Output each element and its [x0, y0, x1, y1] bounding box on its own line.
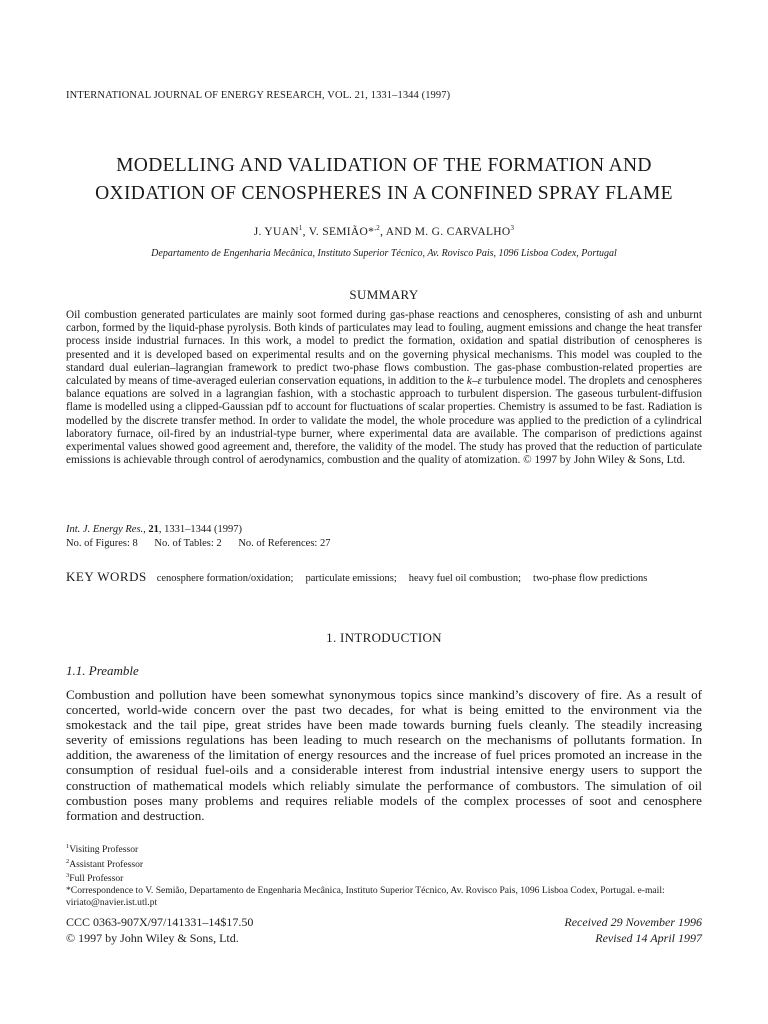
received-date: Received 29 November 1996	[564, 915, 702, 929]
footnote-2	[66, 856, 702, 871]
journal-abbrev: Int. J. Energy Res.	[66, 524, 144, 535]
summary-heading: SUMMARY	[349, 287, 419, 302]
abstract-text-end: turbulence model. The droplets and cenospheres balance equations are solved in a lagrangian fashion, with a stochastic approach to turbulent dispersion. The gaseous turbulent-diffusion flame is modelled using a clipped-Gaussian pdf to account for fluctuations of scalar properties. Chemistry is assumed to be fast. Radiation is modelled by the discrete transfer method. In order to validate the model, the whole procedure was applied to the prediction of a cylindrical laboratory furnace, oil-fired by an industrial-type burner, where experimental data are available. The comparison of predictions against experimental values showed good agreement and, therefore, the validity of the model. The study has proved that the reduction of particulate emissions is achievable through control of aerodynamics, combustion and the quality of atomization. © 1997 by John Wiley & Sons, Ltd.	[66, 375, 702, 467]
author-semiao-mark: ,2	[374, 224, 381, 232]
author-separator: ,	[302, 225, 309, 238]
author-carvalho-mark: 3	[510, 224, 515, 232]
keyword-item: cenosphere formation/oxidation;	[156, 573, 294, 584]
keywords-label: KEY WORDS	[66, 569, 147, 584]
revised-date: Revised 14 April 1997	[595, 931, 702, 945]
correspondence-note: *Correspondence to V. Semião, Departamento de Engenharia Mecânica, Instituto Superior Técnico, Av. Rovisco Pais, 1096 Lisboa Codex, Portugal. e-mail: viriato@navier.ist.utl.pt	[66, 885, 665, 908]
copyright-line: © 1997 by John Wiley & Sons, Ltd.	[66, 931, 239, 945]
footer-right	[564, 914, 702, 946]
keyword-item: heavy fuel oil combustion;	[408, 573, 522, 584]
table-count: No. of Tables: 2	[154, 538, 222, 549]
introduction-paragraph: Combustion and pollution have been somewhat synonymous topics since mankind’s discovery of fire. As a result of concerted, world-wide concern over the past two decades, for what is being emitted to the environment via the smokestack and the tail pipe, great strides have been made towards burning fuels cleanly. The steadily increasing severity of emissions regulations has been leading to much research on the mechanisms of pollutants formation. In addition, the awareness of the limitation of energy resources and the increase of fuel prices promoted an increase in the consumption of residual fuel-oils and a considerable interest from industrial intensive energy users to support the construction of mathematical models which reliably simulate the performance of combustors. The simulation of oil combustion poses many problems and requires reliable models of the complex processes of soot and cenosphere formation and destruction.	[66, 687, 702, 823]
footnote-2-mark: 2	[66, 857, 70, 865]
abstract-text-start: Oil combustion generated particulates are mainly soot formed during gas-phase reactions and cenospheres, consisting of ash and unburnt carbon, formed by the liquid-phase pyrolysis. Both kinds of particulates may lead to fouling, augment emissions and change the heat transfer process inside industrial furnaces. In this work, a model to predict the formation, oxidation and spatial distribution of cenospheres is presented and it is developed based on experimental results and on the governing physical mechanisms. This model was coupled to the standard dual eulerian–lagrangian framework to predict two-phase flows combustion. The gas-phase combustion-related properties are calculated by means of time-averaged eulerian conservation equations, in addition to the	[66, 309, 702, 388]
title-line-2: OXIDATION OF CENOSPHERES IN A CONFINED SPRAY FLAME	[95, 183, 673, 204]
footnote-1	[66, 841, 702, 856]
turbulence-model-symbol: k–ε	[466, 375, 482, 388]
keywords-block	[66, 570, 702, 586]
page-range: , 1331–1344 (1997)	[158, 524, 243, 535]
ccc-code: CCC 0363-907X/97/141331–14$17.50	[66, 915, 254, 929]
footer-left	[66, 914, 253, 946]
preamble-heading: 1.1. Preamble	[66, 663, 139, 678]
author-carvalho: M. G. CARVALHO	[414, 225, 511, 238]
affiliation: Departamento de Engenharia Mecânica, Instituto Superior Técnico, Av. Rovisco Pais, 1096 Lisboa Codex, Portugal	[151, 248, 617, 259]
reference-count: No. of References: 27	[238, 538, 331, 549]
keyword-item: particulate emissions;	[305, 573, 397, 584]
keyword-item: two-phase flow predictions	[533, 573, 648, 584]
footnotes	[66, 841, 702, 908]
footnote-3-mark: 3	[66, 872, 70, 880]
counts-line	[66, 537, 344, 551]
introduction-heading: 1. INTRODUCTION	[326, 630, 442, 645]
footnote-1-text: Visiting Professor	[69, 844, 139, 856]
paper-title	[66, 152, 702, 208]
footnote-1-mark: 1	[66, 843, 70, 850]
footnote-3-text: Full Professor	[69, 873, 124, 885]
volume-number: 21	[148, 524, 159, 535]
author-list	[66, 224, 702, 238]
figure-count: No. of Figures: 8	[66, 538, 138, 549]
footnote-3	[66, 870, 702, 885]
summary-abstract	[66, 309, 702, 467]
citation-line: Int. J. Energy Res., 21, 1331–1344 (1997)	[66, 524, 243, 535]
author-semiao: V. SEMIÃO*	[308, 225, 375, 238]
citation-block	[66, 523, 344, 551]
author-yuan-mark: 1	[298, 224, 303, 232]
author-yuan: J. YUAN	[253, 225, 299, 238]
author-connector: , AND	[380, 225, 415, 238]
footnote-2-text: Assistant Professor	[69, 858, 144, 870]
journal-header: INTERNATIONAL JOURNAL OF ENERGY RESEARCH, VOL. 21, 1331–1344 (1997)	[66, 90, 451, 101]
title-line-1: MODELLING AND VALIDATION OF THE FORMATION AND	[116, 155, 652, 176]
